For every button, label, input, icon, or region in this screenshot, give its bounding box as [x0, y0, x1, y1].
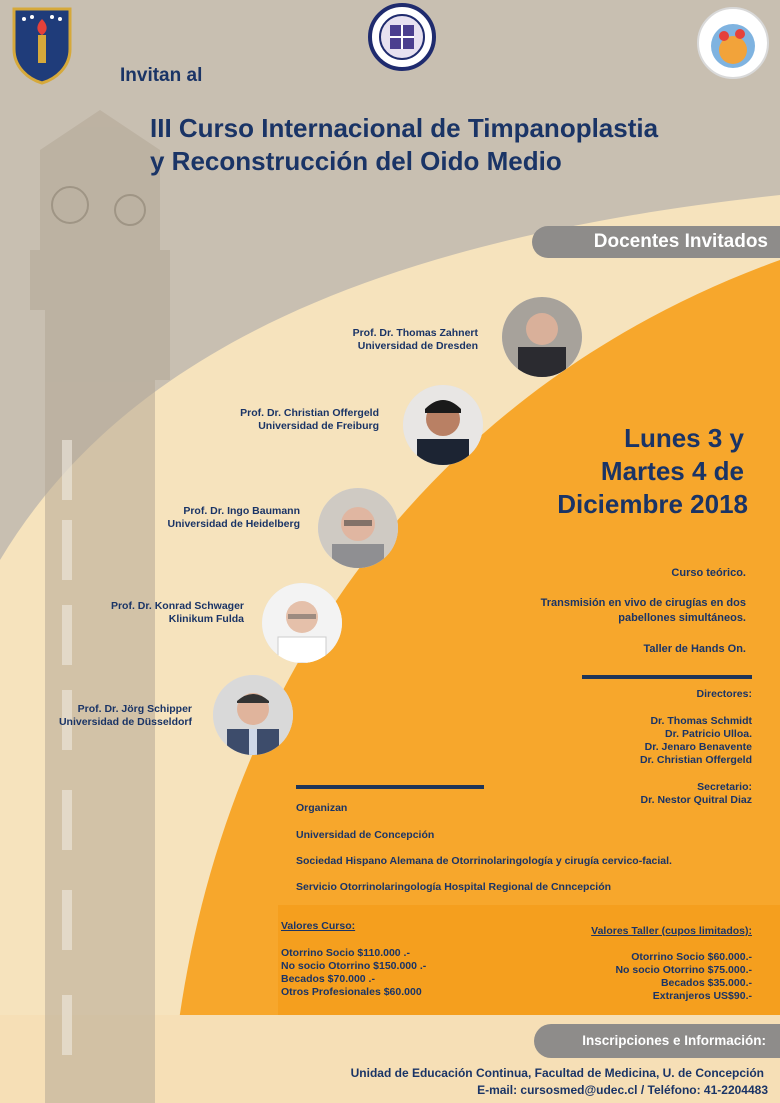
docente-5-photo	[213, 675, 293, 755]
workshop-price-3: Becados $35.000.-	[660, 977, 752, 989]
course-price-4: Otros Profesionales $60.000	[281, 986, 422, 998]
organizers-label: Organizan	[296, 802, 348, 814]
docente-1-photo	[502, 297, 582, 377]
course-price-1: Otorrino Socio $110.000 .-	[281, 947, 410, 959]
course-prices-label: Valores Curso:	[281, 920, 356, 932]
divider-directors	[582, 675, 752, 679]
workshop-price-4: Extranjeros US$90.-	[652, 990, 752, 1002]
docente-3	[168, 505, 300, 531]
docentes-heading	[532, 226, 780, 258]
course-title-line2: y Reconstrucción del Oido Medio	[150, 146, 562, 176]
course-price-3: Becados $70.000 .-	[281, 973, 375, 985]
docente-4-affiliation: Klinikum Fulda	[168, 613, 244, 625]
date-line1: Lunes 3 y	[624, 423, 744, 453]
program-handson: Taller de Hands On.	[643, 643, 746, 655]
footer-contact: E-mail: cursosmed@udec.cl / Teléfono: 41-2204483	[477, 1083, 768, 1097]
docente-5	[59, 703, 192, 729]
docente-1-name: Prof. Dr. Thomas Zahnert	[352, 327, 478, 339]
docente-2-photo	[403, 385, 483, 465]
docente-4-photo	[262, 583, 342, 663]
invitan-label: Invitan al	[120, 65, 203, 86]
secretary-name: Dr. Nestor Quitral Diaz	[640, 794, 752, 806]
date-line3: Diciembre 2018	[557, 489, 748, 519]
organizer-3: Servicio Otorrinolaringología Hospital Regional de Cnncepción	[296, 881, 612, 893]
workshop-price-2: No socio Otorrino $75.000.-	[615, 964, 752, 976]
program-live-line1: Transmisión en vivo de cirugías en dos	[540, 597, 746, 609]
divider-organizers	[296, 785, 484, 789]
docente-3-name: Prof. Dr. Ingo Baumann	[183, 505, 300, 517]
course-title-line1: III Curso Internacional de Timpanoplastia	[150, 113, 659, 143]
director-3: Dr. Jenaro Benavente	[644, 741, 752, 753]
footer-unit: Unidad de Educación Continua, Facultad de Medicina, U. de Concepción	[350, 1066, 764, 1080]
secretary-label: Secretario:	[697, 781, 752, 793]
docente-5-affiliation: Universidad de Düsseldorf	[58, 716, 192, 728]
directors-label: Directores:	[696, 688, 752, 700]
docente-2-affiliation: Universidad de Freiburg	[258, 420, 379, 432]
director-4: Dr. Christian Offergeld	[639, 754, 752, 766]
organizer-2: Sociedad Hispano Alemana de Otorrinolaringología y cirugía cervico-facial.	[296, 855, 672, 867]
docente-1-affiliation: Universidad de Dresden	[357, 340, 478, 352]
workshop-price-1: Otorrino Socio $60.000.-	[631, 951, 752, 963]
workshop-prices-label: Valores Taller (cupos limitados):	[591, 925, 752, 937]
program-course: Curso teórico.	[671, 567, 746, 579]
docente-3-affiliation: Universidad de Heidelberg	[167, 518, 300, 530]
docente-4	[111, 600, 244, 626]
program-live-line2: pabellones simultáneos.	[618, 612, 746, 624]
docente-3-photo	[318, 488, 398, 568]
inscripciones-heading-text: Inscripciones e Información:	[582, 1033, 766, 1048]
docentes-heading-text: Docentes Invitados	[593, 231, 768, 252]
docente-5-name: Prof. Dr. Jörg Schipper	[77, 703, 192, 715]
docente-4-name: Prof. Dr. Konrad Schwager	[110, 600, 244, 612]
director-2: Dr. Patricio Ulloa.	[665, 728, 752, 740]
docente-2	[240, 407, 379, 433]
date-line2: Martes 4 de	[600, 456, 744, 486]
society-seal-logo	[368, 3, 436, 71]
docente-2-name: Prof. Dr. Christian Offergeld	[240, 407, 379, 419]
hospital-logo	[696, 6, 770, 80]
director-1: Dr. Thomas Schmidt	[650, 715, 752, 727]
udec-shield-logo	[10, 5, 74, 85]
course-price-2: No socio Otorrino $150.000 .-	[281, 960, 427, 972]
organizer-1: Universidad de Concepción	[296, 829, 435, 841]
inscripciones-heading	[534, 1024, 780, 1058]
docente-1	[353, 327, 478, 353]
